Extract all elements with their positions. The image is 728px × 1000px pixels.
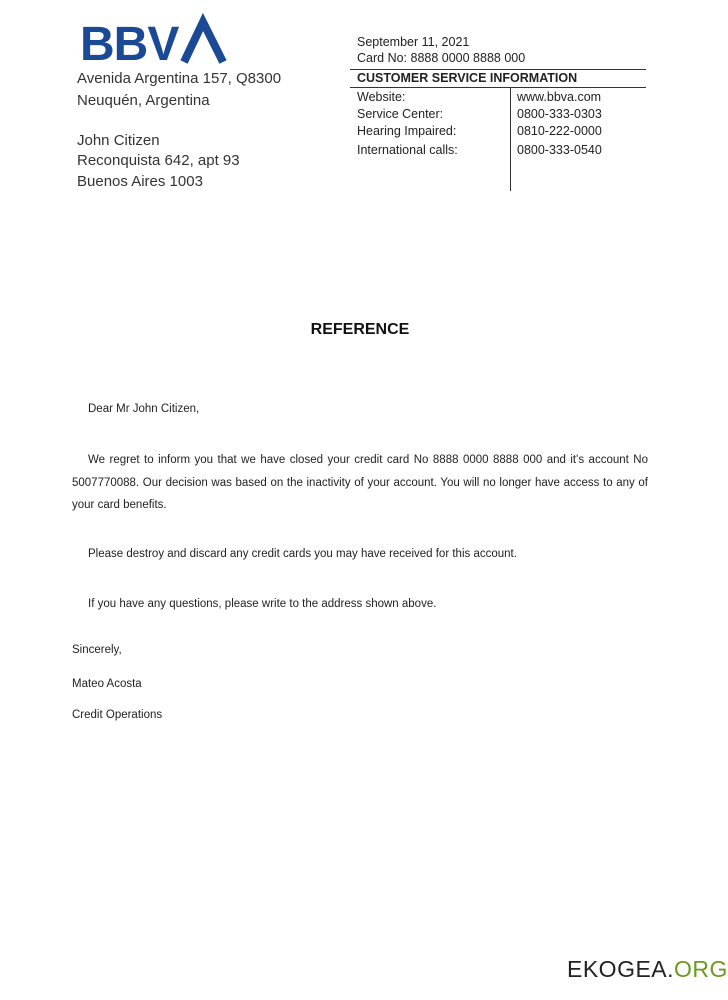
watermark-part2: ORG [674, 956, 728, 982]
bbva-logo [80, 18, 226, 71]
column-divider [510, 87, 511, 191]
card-number: Card No: 8888 0000 8888 000 [357, 51, 526, 65]
customer-service-heading: CUSTOMER SERVICE INFORMATION [357, 71, 578, 85]
recipient-name: John Citizen [77, 132, 160, 149]
sender-address-line: Avenida Argentina 157, Q8300 [77, 70, 282, 87]
letter-title: REFERENCE [310, 321, 410, 338]
sender-address-line: Neuquén, Argentina [77, 92, 210, 109]
paragraph-destroy-cards: Please destroy and discard any credit cards you may have received for this account. [88, 548, 517, 560]
cs-label-international: International calls: [357, 143, 458, 157]
cs-value-hearing-impaired: 0810-222-0000 [517, 124, 602, 138]
watermark [567, 956, 728, 983]
recipient-street: Reconquista 642, apt 93 [77, 152, 240, 169]
cs-label-hearing-impaired: Hearing Impaired: [357, 124, 457, 138]
letter-date: September 11, 2021 [357, 35, 470, 49]
department: Credit Operations [72, 709, 163, 721]
signatory: Mateo Acosta [72, 678, 142, 690]
cs-label-service-center: Service Center: [357, 107, 444, 121]
cs-value-service-center: 0800-333-0303 [517, 107, 602, 121]
paragraph-questions: If you have any questions, please write to the address shown above. [88, 598, 437, 610]
cs-value-website[interactable]: www.bbva.com [517, 90, 602, 104]
paragraph-closure: We regret to inform you that we have closed your credit card No 8888 0000 8888 000 and it's account No 5007770088. Our decision was based on the inactivity of your account. You will no longer have access to any of your card benefits. [72, 454, 648, 511]
divider [350, 87, 646, 88]
cs-value-international: 0800-333-0540 [517, 143, 602, 157]
divider [350, 69, 646, 70]
salutation: Dear Mr John Citizen, [88, 403, 200, 415]
watermark-part1: EKOGEA. [567, 956, 675, 982]
cs-label-website: Website: [357, 90, 406, 104]
svg-text:BBV: BBV [80, 18, 179, 71]
recipient-city: Buenos Aires 1003 [77, 173, 203, 190]
closing: Sincerely, [72, 644, 122, 656]
